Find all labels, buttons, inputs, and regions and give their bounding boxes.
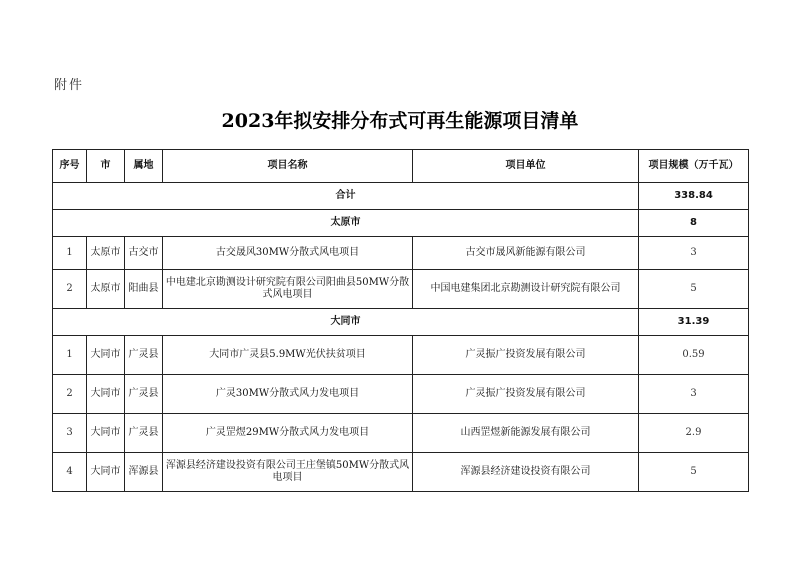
table-row: [53, 375, 749, 414]
header-scale: 项目规模（万千瓦）: [639, 150, 749, 183]
row-project-name: 广灵30MW分散式风力发电项目: [163, 375, 413, 414]
row-city: 大同市: [87, 414, 125, 453]
row-project-name: 广灵罡煜29MW分散式风力发电项目: [163, 414, 413, 453]
row-county: 浑源县: [125, 453, 163, 492]
group-row: [53, 210, 749, 237]
total-label: 合计: [53, 183, 639, 210]
row-county: 广灵县: [125, 414, 163, 453]
row-city: 大同市: [87, 336, 125, 375]
row-scale: 3: [639, 237, 749, 270]
group-name: 太原市: [53, 210, 639, 237]
row-county: 广灵县: [125, 336, 163, 375]
row-unit: 古交市晟风新能源有限公司: [413, 237, 639, 270]
table-header-row: [53, 150, 749, 183]
row-index: 1: [53, 336, 87, 375]
row-unit: 广灵振广投资发展有限公司: [413, 375, 639, 414]
row-scale: 3: [639, 375, 749, 414]
total-row: [53, 183, 749, 210]
row-project-name: 古交晟风30MW分散式风电项目: [163, 237, 413, 270]
table-row: [53, 414, 749, 453]
header-index: 序号: [53, 150, 87, 183]
row-index: 4: [53, 453, 87, 492]
row-scale: 2.9: [639, 414, 749, 453]
total-value: 338.84: [639, 183, 749, 210]
group-value: 31.39: [639, 309, 749, 336]
row-county: 阳曲县: [125, 270, 163, 309]
header-county: 属地: [125, 150, 163, 183]
group-row: [53, 309, 749, 336]
header-city: 市: [87, 150, 125, 183]
group-value: 8: [639, 210, 749, 237]
row-city: 大同市: [87, 375, 125, 414]
table-row: [53, 237, 749, 270]
row-index: 2: [53, 375, 87, 414]
row-scale: 5: [639, 453, 749, 492]
table-row: [53, 270, 749, 309]
row-unit: 广灵振广投资发展有限公司: [413, 336, 639, 375]
row-city: 太原市: [87, 237, 125, 270]
row-index: 3: [53, 414, 87, 453]
row-county: 古交市: [125, 237, 163, 270]
header-project-name: 项目名称: [163, 150, 413, 183]
table-row: [53, 336, 749, 375]
row-scale: 5: [639, 270, 749, 309]
row-city: 太原市: [87, 270, 125, 309]
row-unit: 中国电建集团北京勘测设计研究院有限公司: [413, 270, 639, 309]
row-project-name: 中电建北京勘测设计研究院有限公司阳曲县50MW分散式风电项目: [163, 270, 413, 309]
row-index: 2: [53, 270, 87, 309]
row-index: 1: [53, 237, 87, 270]
header-unit: 项目单位: [413, 150, 639, 183]
row-unit: 浑源县经济建设投资有限公司: [413, 453, 639, 492]
attachment-label: 附件: [54, 78, 85, 93]
row-unit: 山西罡煜新能源发展有限公司: [413, 414, 639, 453]
row-project-name: 大同市广灵县5.9MW光伏扶贫项目: [163, 336, 413, 375]
row-county: 广灵县: [125, 375, 163, 414]
group-name: 大同市: [53, 309, 639, 336]
page-title: 2023年拟安排分布式可再生能源项目清单: [221, 110, 579, 132]
row-project-name: 浑源县经济建设投资有限公司王庄堡镇50MW分散式风电项目: [163, 453, 413, 492]
row-scale: 0.59: [639, 336, 749, 375]
row-city: 大同市: [87, 453, 125, 492]
project-table: [52, 149, 749, 492]
table-row: [53, 453, 749, 492]
